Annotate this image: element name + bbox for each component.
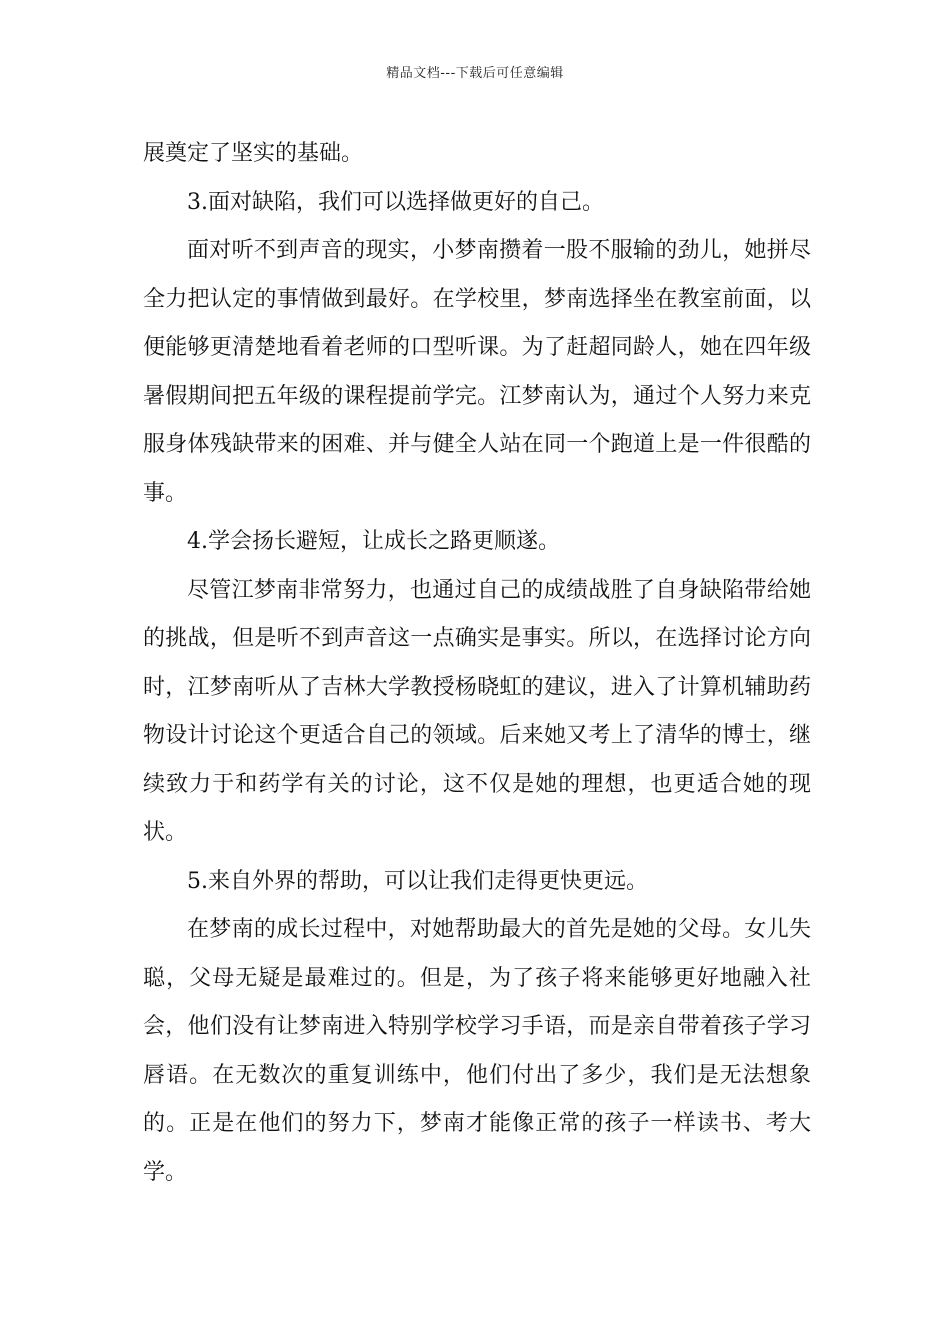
document-body — [143, 130, 811, 1197]
paragraph-section-5: 在梦南的成长过程中，对她帮助最大的首先是她的父母。女儿失聪，父母无疑是最难过的。但是，为了孩子将来能够更好地融入社会，他们没有让梦南进入特别学校学习手语，而是亲自带着孩子学习唇语。在无数次的重复训练中，他们付出了多少，我们是无法想象的。正是在他们的努力下，梦南才能像正常的孩子一样读书、考大学。 — [143, 917, 811, 1185]
paragraph-section-3: 面对听不到声音的现实，小梦南攒着一股不服输的劲儿，她拼尽全力把认定的事情做到最好。在学校里，梦南选择坐在教室前面，以便能够更清楚地看着老师的口型听课。为了赶超同龄人，她在四年级暑假期间把五年级的课程提前学完。江梦南认为，通过个人努力来克服身体残缺带来的困难、并与健全人站在同一个跑道上是一件很酷的事。 — [143, 238, 811, 506]
paragraph-section-4: 尽管江梦南非常努力，也通过自己的成绩战胜了自身缺陷带给她的挑战，但是听不到声音这一点确实是事实。所以，在选择讨论方向时，江梦南听从了吉林大学教授杨晓虹的建议，进入了计算机辅助药物设计讨论这个更适合自己的领域。后来她又考上了清华的博士，继续致力于和药学有关的讨论，这不仅是她的理想，也更适合她的现状。 — [143, 577, 811, 845]
page-header: 精品文档---下载后可任意编辑 — [386, 66, 564, 81]
paragraph-continuation: 展奠定了坚实的基础。 — [143, 141, 364, 166]
section-heading-5: 5.来自外界的帮助，可以让我们走得更快更远。 — [187, 868, 648, 894]
section-heading-4: 4.学会扬长避短，让成长之路更顺遂。 — [187, 529, 560, 554]
section-heading-3: 3.面对缺陷，我们可以选择做更好的自己。 — [187, 189, 604, 215]
